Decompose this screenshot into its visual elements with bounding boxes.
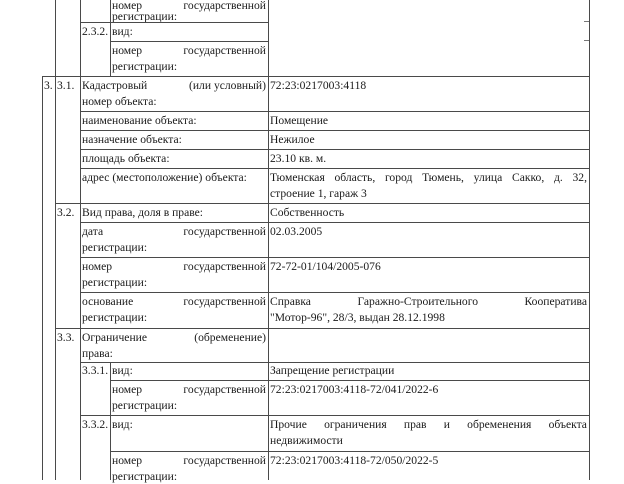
- address-line-2: строение 1, гараж 3: [270, 186, 587, 202]
- label-word: регистрации:: [82, 310, 266, 326]
- row-divider: [110, 380, 590, 381]
- scan-tick-mark: [584, 40, 589, 41]
- encumbrance-reg-number-value: 72:23:0217003:4118-72/050/2022-5: [268, 453, 440, 469]
- row-divider: [80, 168, 590, 169]
- table-border-left: [42, 76, 43, 480]
- row-divider: [80, 415, 590, 416]
- label-word: регистрации:: [112, 469, 266, 484]
- encumbrance-label: [80, 330, 268, 361]
- label-word: дата: [82, 224, 103, 240]
- kind-line-2: недвижимости: [270, 433, 587, 449]
- label-word: государственной: [183, 382, 266, 398]
- label-word: номер объекта:: [82, 94, 266, 110]
- basis-line-2: "Мотор-96", 28/3, выдан 28.12.1998: [270, 310, 587, 326]
- label-word: государственной: [183, 294, 266, 310]
- cadastral-number-value: 72:23:0217003:4118: [268, 78, 368, 94]
- address-word: Тюменская: [270, 170, 325, 186]
- reg-number-label: [110, 43, 268, 74]
- row-divider-section-3: [42, 76, 590, 77]
- label-word: (или условный): [189, 78, 266, 94]
- row-divider: [80, 222, 590, 223]
- label-word: регистрации:: [112, 59, 266, 75]
- reg-date-value: 02.03.2005: [268, 224, 324, 240]
- encumbrance-reg-number-value: 72:23:0217003:4118-72/041/2022-6: [268, 382, 440, 398]
- item-number-3-3-1: 3.3.1.: [80, 363, 110, 379]
- address-word: город: [385, 170, 412, 186]
- address-word: улица: [474, 170, 503, 186]
- right-type-label: Вид права, доля в праве:: [80, 205, 205, 221]
- encumbrance-reg-number-label: [110, 453, 268, 484]
- object-purpose-label: назначение объекта:: [80, 132, 184, 148]
- label-word: номер: [112, 453, 142, 469]
- label-word: государственной: [183, 453, 266, 469]
- kind-word: ограничения: [324, 417, 387, 433]
- row-divider: [80, 22, 269, 23]
- row-divider: [55, 203, 590, 204]
- subsection-number-3-3: 3.3.: [55, 330, 76, 346]
- object-purpose-value: Нежилое: [268, 132, 317, 148]
- row-divider: [80, 292, 590, 293]
- label-word: номер: [112, 43, 142, 59]
- label-word: Кадастровый: [82, 78, 147, 94]
- label-word: регистрации:: [82, 240, 266, 256]
- kind-word: прав: [404, 417, 427, 433]
- cadastral-number-label: [80, 78, 268, 109]
- label-word: номер: [112, 382, 142, 398]
- section-number-3: 3.: [42, 78, 55, 94]
- right-type-value: Собственность: [268, 205, 346, 221]
- encumbrance-kind-value: Запрещение регистрации: [268, 363, 396, 379]
- label-word: номер: [82, 259, 112, 275]
- label-word: регистрации:: [82, 275, 266, 291]
- prev-reg-number-label: [110, 0, 268, 22]
- reg-basis-value: [268, 294, 589, 325]
- scan-tick-mark: [584, 21, 589, 22]
- kind-word: Прочие: [270, 417, 307, 433]
- label-word: государственной: [183, 0, 266, 11]
- basis-word: Гаражно-Строительного: [357, 294, 478, 310]
- object-name-value: Помещение: [268, 113, 330, 129]
- address-word: 32,: [572, 170, 587, 186]
- subsection-number-3-1: 3.1.: [55, 78, 76, 94]
- subsection-number-3-2: 3.2.: [55, 205, 76, 221]
- object-area-value: 23.10 кв. м.: [268, 151, 328, 167]
- col-divider-section: [55, 0, 56, 480]
- label-word: (обременение): [194, 330, 266, 346]
- kind-label: вид:: [110, 24, 135, 40]
- encumbrance-kind-label: вид:: [110, 417, 135, 433]
- label-word: государственной: [183, 259, 266, 275]
- col-divider-label-value-upper: [268, 0, 269, 76]
- reg-date-label: [80, 224, 268, 255]
- label-word: номер: [112, 0, 142, 11]
- object-name-label: наименование объекта:: [80, 113, 199, 129]
- reg-number-value: 72-72-01/104/2005-076: [268, 259, 383, 275]
- row-divider: [80, 149, 590, 150]
- row-divider: [80, 130, 590, 131]
- item-number-3-3-2: 3.3.2.: [80, 417, 110, 433]
- label-word: Ограничение: [82, 330, 147, 346]
- row-divider: [80, 111, 590, 112]
- row-divider: [110, 451, 590, 452]
- basis-word: Справка: [270, 294, 311, 310]
- object-area-label: площадь объекта:: [80, 151, 172, 167]
- kind-word: объекта: [549, 417, 587, 433]
- reg-basis-label: [80, 294, 268, 325]
- kind-word: обременения: [467, 417, 531, 433]
- encumbrance-reg-number-label: [110, 382, 268, 413]
- encumbrance-kind-value: [268, 417, 589, 448]
- address-word: д.: [554, 170, 563, 186]
- basis-word: Кооператива: [525, 294, 587, 310]
- item-number-2-3-2: 2.3.2.: [80, 24, 110, 40]
- object-address-value: [268, 170, 589, 201]
- label-word: регистрации:: [112, 11, 266, 22]
- row-divider: [80, 257, 590, 258]
- kind-word: и: [444, 417, 450, 433]
- table-border-right: [589, 0, 590, 480]
- address-word: Сакко,: [512, 170, 544, 186]
- reg-number-label: [80, 259, 268, 290]
- address-word: область,: [334, 170, 375, 186]
- address-word: Тюмень,: [422, 170, 464, 186]
- object-address-label: адрес (местоположение) объекта:: [80, 170, 249, 186]
- label-word: права:: [82, 346, 266, 362]
- encumbrance-kind-label: вид:: [110, 363, 135, 379]
- row-divider: [55, 328, 590, 329]
- label-word: основание: [82, 294, 133, 310]
- label-word: государственной: [183, 43, 266, 59]
- label-word: регистрации:: [112, 398, 266, 414]
- label-word: государственной: [183, 224, 266, 240]
- row-divider: [110, 41, 269, 42]
